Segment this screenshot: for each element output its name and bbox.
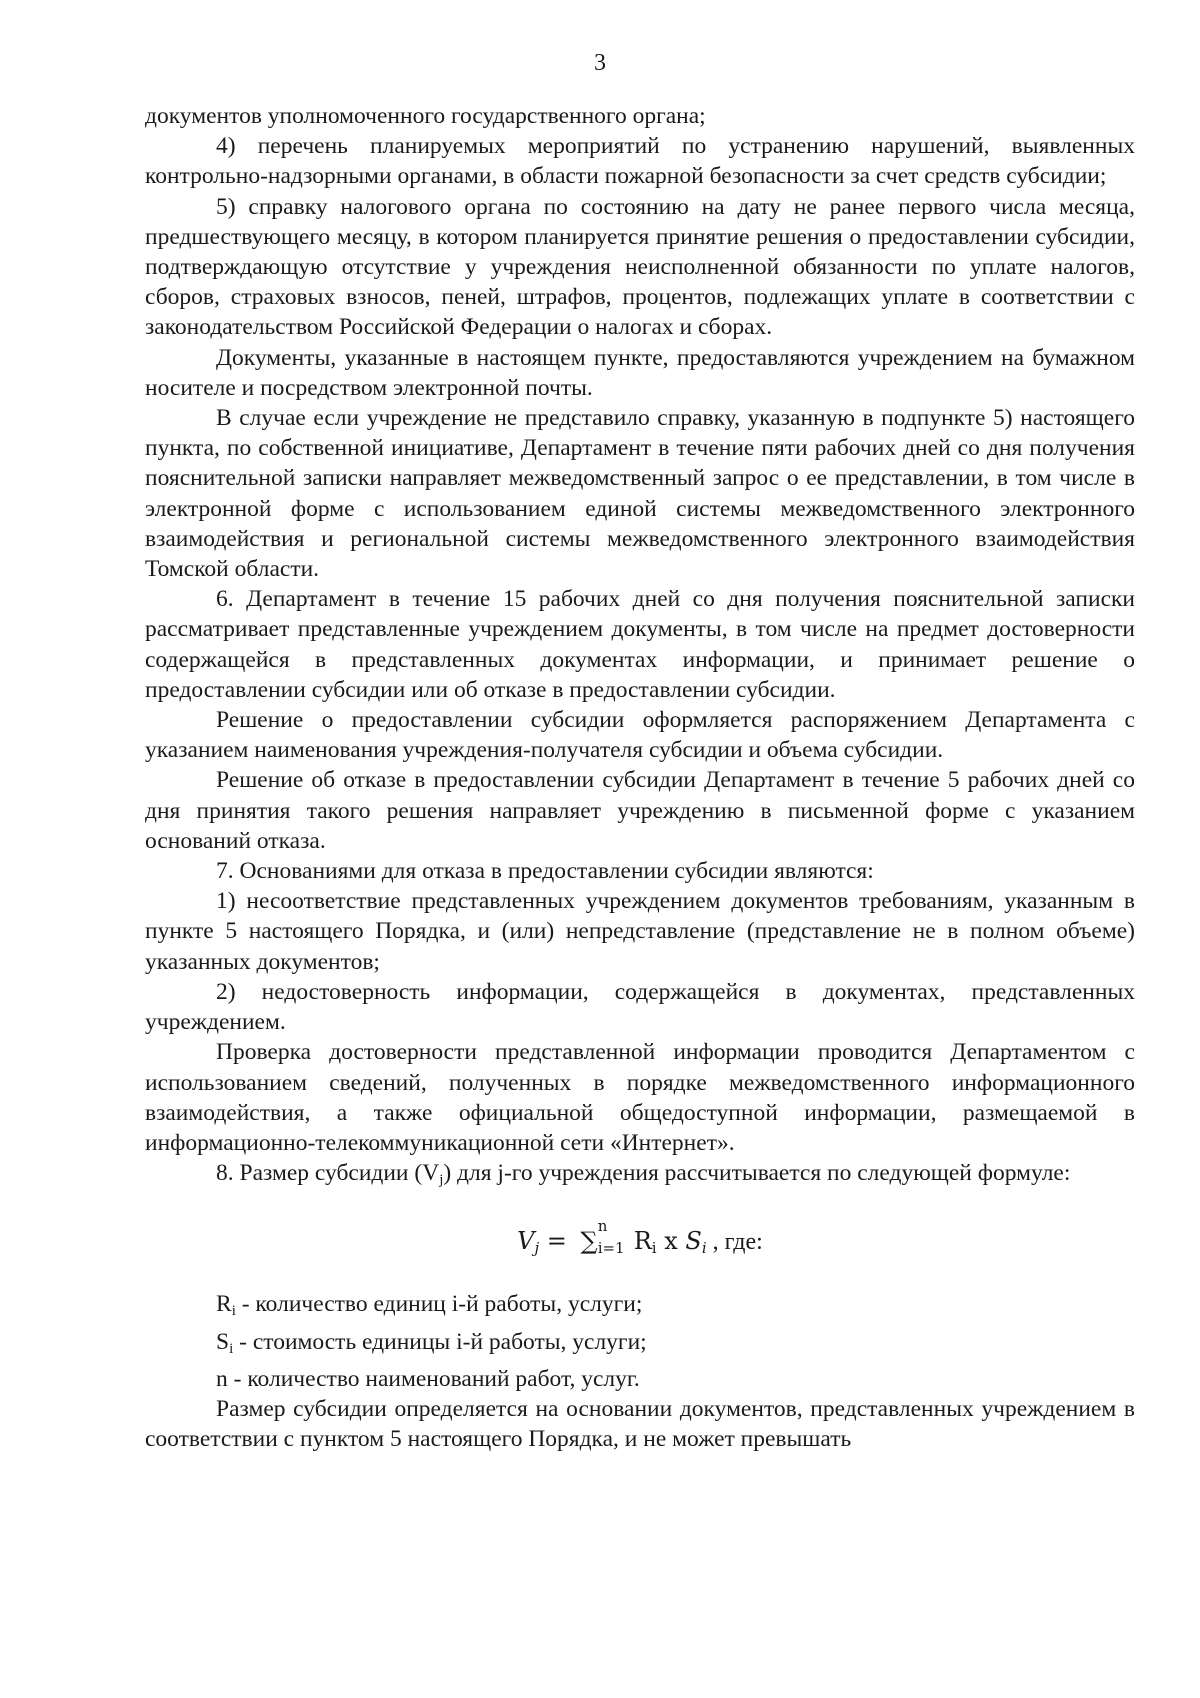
section-6: 6. Департамент в течение 15 рабочих дней со дня получения пояснительной записки рассматривает представленные учреждением документы, в том числе на предмет достоверности содержащейся в представленных документах информации, и принимает решение о предоставлении субсидии или об отказе в предоставлении субсидии. [145, 586, 1135, 703]
list-item-4: 4) перечень планируемых мероприятий по устранению нарушений, выявленных контрольно-надзорными органами, в области пожарной безопасности за счет средств субсидии; [145, 133, 1135, 190]
refusal-reason-1: 1) несоответствие представленных учреждением документов требованиям, указанным в пункте 5 настоящего Порядка, и (или) непредставление (представление не в полном объеме) указанных документов; [145, 888, 1135, 975]
paragraph-documents: Документы, указанные в настоящем пункте, предоставляются учреждением на бумажном носителе и посредством электронной почты. [145, 344, 1135, 401]
summation-sign: ∑ n i=1 [580, 1216, 625, 1257]
paragraph-decision-grant: Решение о предоставлении субсидии оформляется распоряжением Департамента с указанием наименования учреждения-получателя субсидии и объема субсидии. [145, 707, 1135, 764]
formula-definitions [145, 1289, 1135, 1394]
section-8: 8. Размер субсидии $(V_j)$ для j-го учреждения рассчитывается по следующей формуле: [216, 1160, 1071, 1189]
definition-s: $S_i$ - стоимость единицы i-й работы, услуги; [216, 1328, 647, 1357]
definition-n: n - количество наименований работ, услуг. [216, 1365, 640, 1392]
paragraph-interagency-request: В случае если учреждение не представило справку, указанную в подпункте 5) настоящего пункта, по собственной инициативе, Департамент в течение пяти рабочих дней со дня получения пояснительной записки направляет межведомственный запрос о ее представлении, в том числе в электронной форме с использованием единой системы межведомственного электронного взаимодействия и региональной системы межведомственного электронного взаимодействия Томской области. [145, 405, 1135, 583]
subsidy-formula: $V_j$ = ∑ n i=1 $R_i$ x $S_i$ , где: [145, 1215, 1135, 1267]
paragraph-continuation: документов уполномоченного государственного органа; [145, 103, 706, 129]
paragraph-decision-refusal: Решение об отказе в предоставлении субсидии Департамент в течение 5 рабочих дней со дня принятия такого решения направляет учреждению в письменной форме с указанием оснований отказа. [145, 767, 1135, 854]
paragraph-closing: Размер субсидии определяется на основании документов, представленных учреждением в соответствии с пунктом 5 настоящего Порядка, и не может превышать [145, 1395, 1135, 1453]
refusal-reason-2: 2) недостоверность информации, содержащейся в документах, представленных учреждением. [145, 978, 1135, 1036]
definition-r: $R_i$ - количество единиц i-й работы, услуги; [216, 1291, 643, 1320]
list-item-5: 5) справку налогового органа по состоянию на дату не ранее первого числа месяца, предшествующего месяцу, в котором планируется принятие решения о предоставлении субсидии, подтверждающую отсутствие у учреждения неисполненной обязанности по уплате налогов, сборов, страховых взносов, пеней, штрафов, процентов, подлежащих уплате в соответствии с законодательством Российской Федерации о налогах и сборах. [145, 193, 1135, 341]
document-body [145, 101, 1135, 1454]
page-number: 3 [594, 50, 606, 76]
paragraph-verification: Проверка достоверности представленной информации проводится Департаментом с использованием сведений, полученных в порядке межведомственного информационного взаимодействия, а также официальной общедоступной информации, размещаемой в информационно-телекоммуникационной сети «Интернет». [145, 1039, 1135, 1156]
section-7: 7. Основаниями для отказа в предоставлении субсидии являются: [216, 858, 874, 885]
